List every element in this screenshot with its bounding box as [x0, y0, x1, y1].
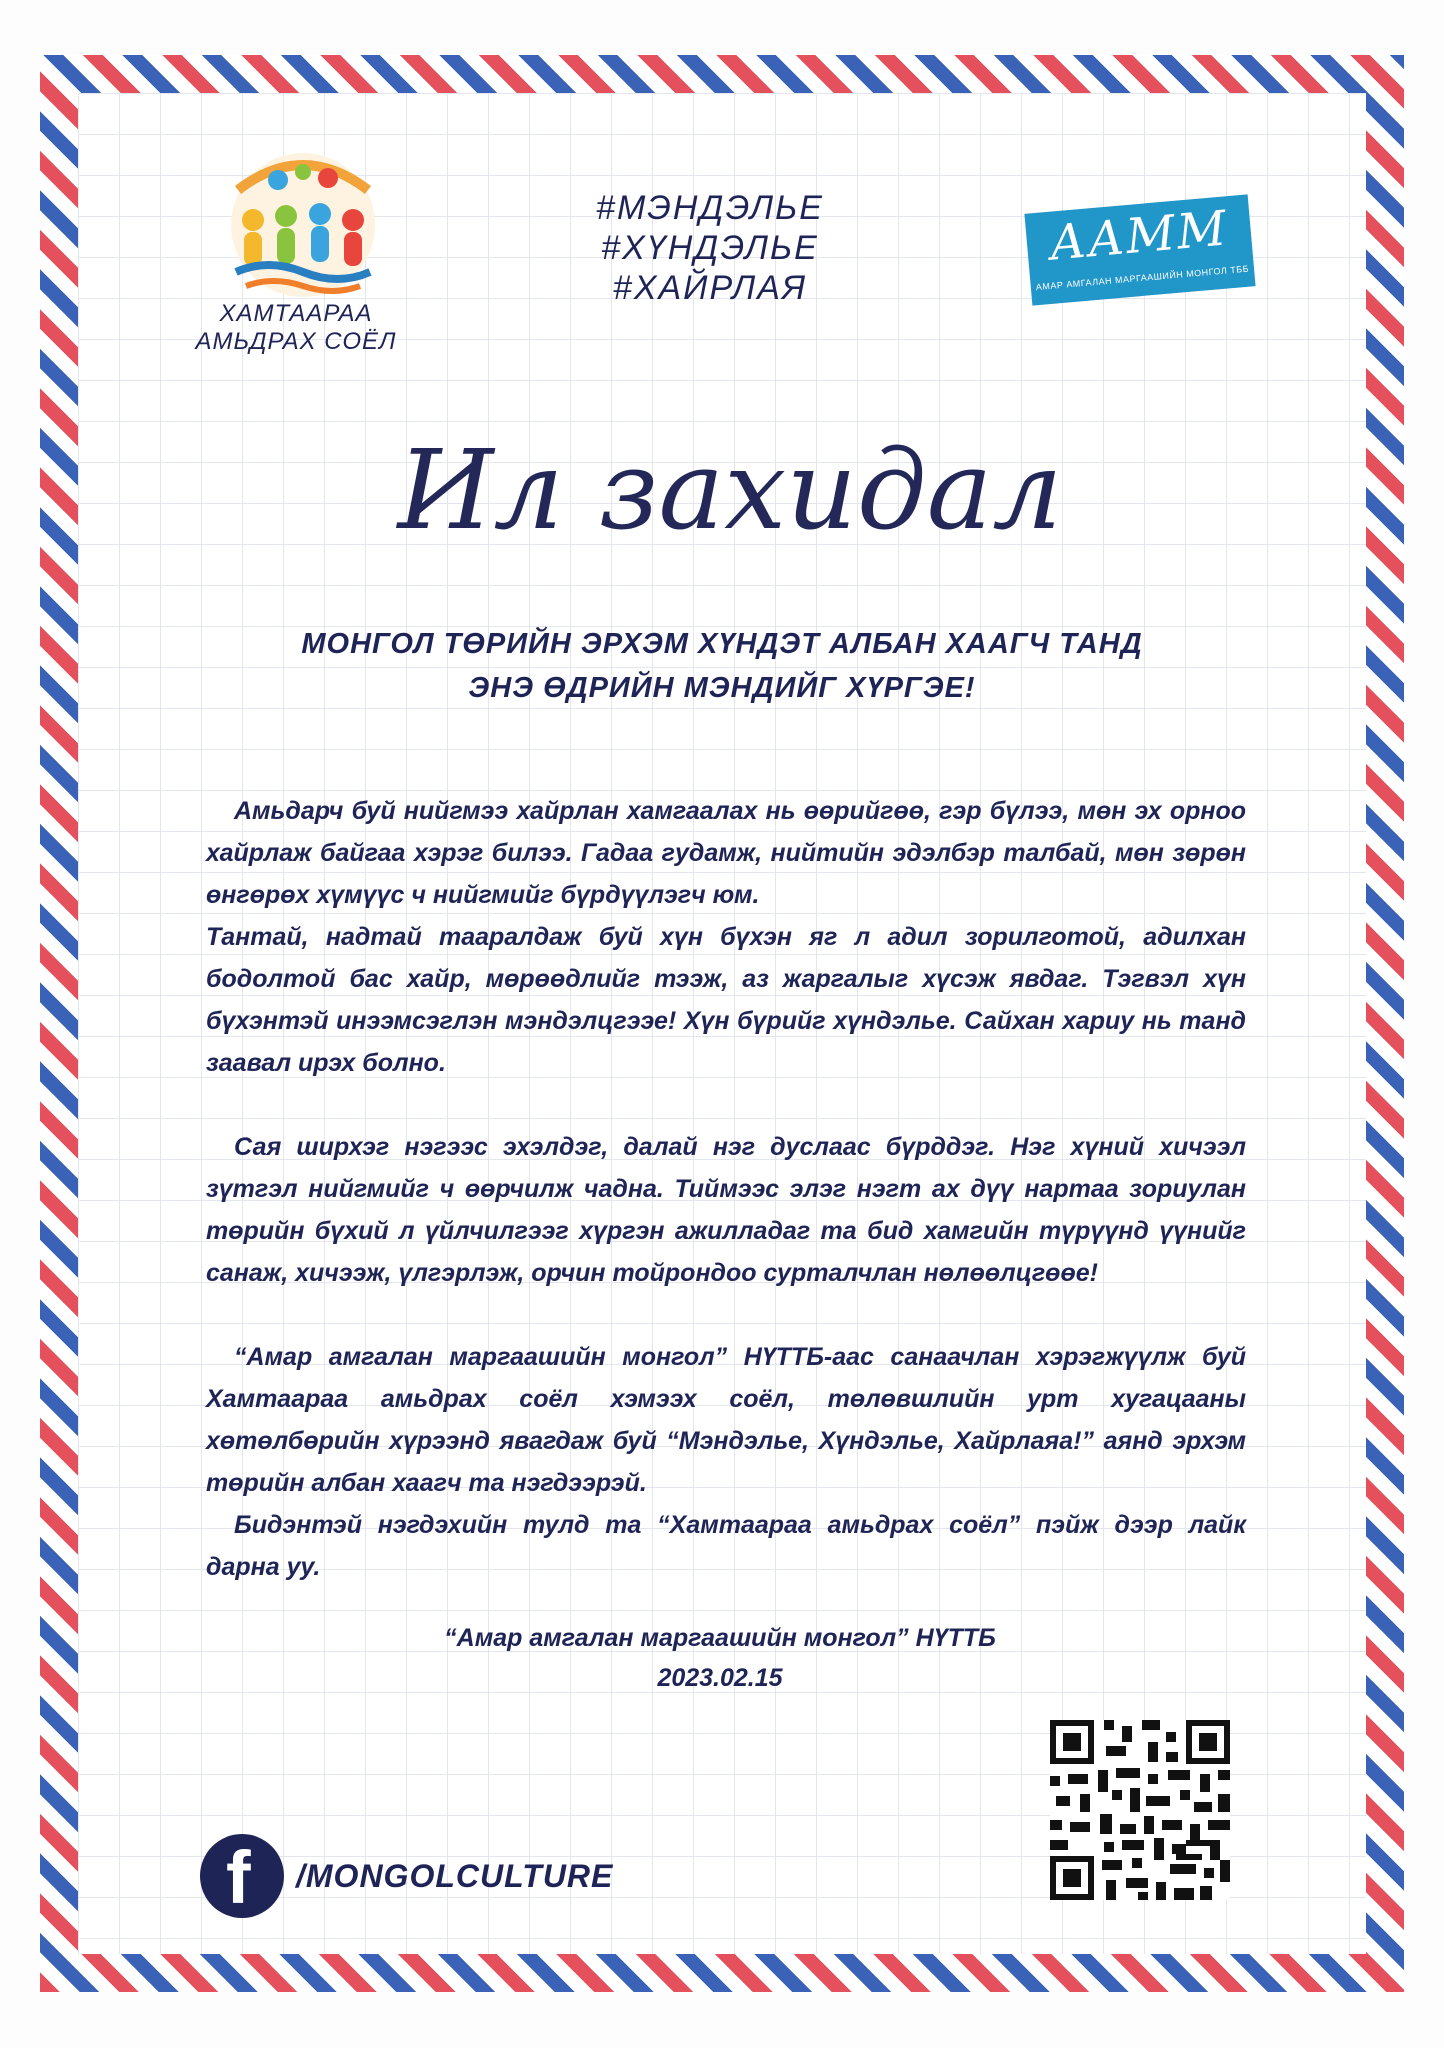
- letter-title: Ил захидал: [397, 426, 1063, 554]
- facebook-icon[interactable]: [200, 1834, 284, 1918]
- qr-code-icon: [1050, 1720, 1230, 1900]
- body-paragraph-3: Сая ширхэг нэгээс эхэлдэг, далай нэг дуслаас бүрддэг. Нэг хүний хичээл зүтгэл нийгмийг ч өөрчилж чадна. Тиймээс элэг нэгт ах дүү нартаа зориулан төрийн бүхий л үйлчилгээг хүргэн ажилладаг та бид хамгийн түрүүнд үүнийг санаж, хичээж, үлгэрлэж, орчин тойрондоо сурталчлан нөлөөлцгөөе!: [206, 1133, 1246, 1287]
- hashtag-2: #ХҮНДЭЛЬЕ: [601, 229, 819, 267]
- heading-line1: МОНГОЛ ТӨРИЙН ЭРХЭМ ХҮНДЭТ АЛБАН ХААГЧ ТАНД: [301, 628, 1143, 660]
- ngo-logo: [1024, 194, 1255, 305]
- ngo-logo-mark: ААММ: [1047, 200, 1231, 272]
- signature-block: [330, 1618, 1110, 1698]
- facebook-handle-link[interactable]: /MONGOLCULTURE: [296, 1858, 614, 1894]
- facebook-glyph: f: [226, 1836, 251, 1919]
- hashtag-3: #ХАЙРЛАЯ: [612, 269, 808, 307]
- colorful-children-globe-icon: [208, 150, 398, 300]
- qr-code[interactable]: [1050, 1720, 1230, 1900]
- body-paragraph-4: “Амар амгалан маргаашийн монгол” НҮТТБ-аас санаачлан хэрэгжүүлж буй Хамтаараа амьдрах соёл хэмээх соёл, төлөвшлийн урт хугацааны хөтөлбөрийн хүрээнд явагдаж буй “Мэндэлье, Хүндэлье, Хайрлаяa!” аянд эрхэм төрийн албан хаагч та нэгдээрэй.: [206, 1343, 1246, 1497]
- body-paragraph-1: Амьдарч буй нийгмээ хайрлан хамгаалах нь өөрийгөө, гэр бүлээ, мөн эх орноо хайрлаж байгаа хэрэг билээ. Гадаа гудамж, нийтийн эдэлбэр талбай, мөн зөрөн өнгөрөх хүмүүс ч нийгмийг бүрдүүлэгч юм.: [206, 797, 1246, 909]
- signature-org: “Амар амгалан маргаашийн монгол” НҮТТБ: [444, 1624, 996, 1652]
- letter-body: [206, 790, 1246, 1588]
- body-paragraph-5: Бидэнтэй нэгдэхийн тулд та “Хамтаараа амьдрах соёл” пэйж дээр лайк дарна уу.: [206, 1511, 1246, 1581]
- logo-left-line1: ХАМТААРАА: [219, 300, 373, 327]
- greeting-heading: [190, 622, 1254, 710]
- logo-left-line2: АМЬДРАХ СОЁЛ: [195, 328, 397, 355]
- signature-date: 2023.02.15: [657, 1664, 783, 1692]
- hashtag-1: #МЭНДЭЛЬЕ: [596, 189, 824, 227]
- logo-left-caption: [176, 300, 416, 356]
- body-paragraph-2: Тантай, надтай таарaлдаж буй хүн бүхэн яг л адил зорилготой, адилхан бодолтой бас хайр, мөрөөдлийг тээж, аз жаргалыг хүсэж явдаг. Тэгвэл хүн бүхэнтэй инээмсэглэн мэндэлцгээе! Хүн бүрийг хүндэлье. Сайхан хариу нь танд заавал ирэх болно.: [206, 923, 1246, 1077]
- hashtag-block: [540, 188, 880, 308]
- ngo-logo-subtitle: АМАР АМГАЛАН МАРГААШИЙН МОНГОЛ ТББ: [1035, 263, 1250, 293]
- heading-line2: ЭНЭ ӨДРИЙН МЭНДИЙГ ХҮРГЭЕ!: [468, 672, 976, 704]
